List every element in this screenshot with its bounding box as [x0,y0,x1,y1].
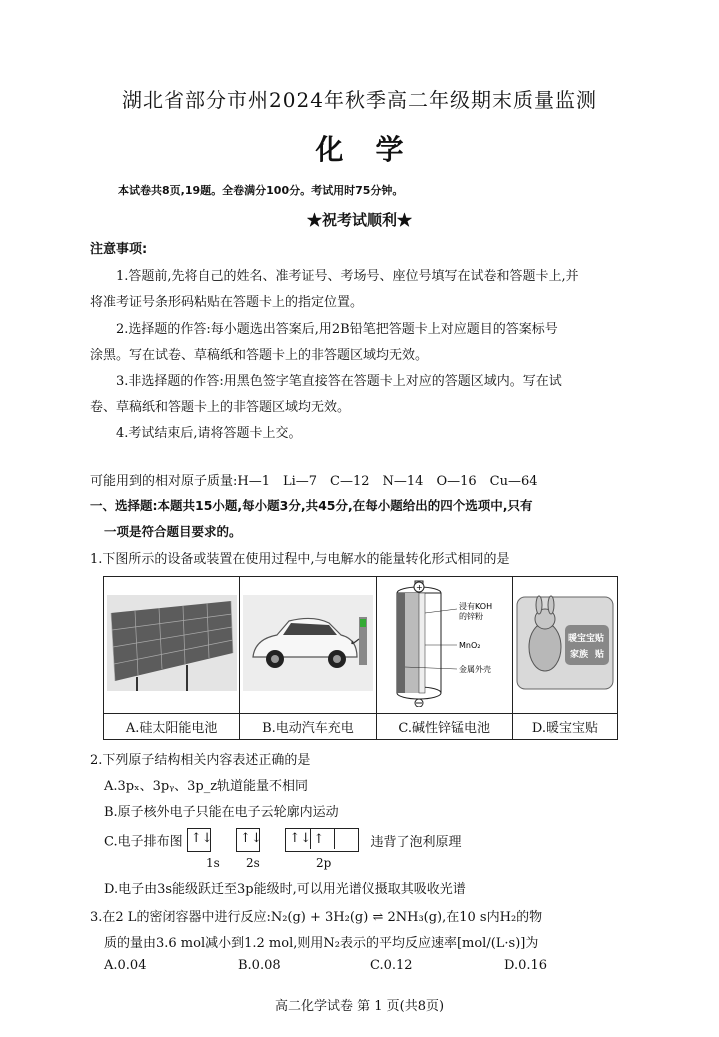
orbital-label-1s: 1s [206,856,220,870]
warmer-text-2: 家族 [569,650,588,660]
option-3a: A.0.04 [104,958,147,973]
option-2a: A.3pₓ、3pᵧ、3p_z轨道能量不相同 [104,779,309,794]
exam-info: 本试卷共8页,19题。全卷满分100分。考试用时75分钟。 [118,184,404,197]
option-2d: D.电子由3s能级跃迁至3p能级时,可以用光谱仪摄取其吸收光谱 [104,882,466,897]
warmer-text-3: 贴 [594,650,604,660]
hand-warmer-image [512,577,617,714]
question-2-stem: 2.下列原子结构相关内容表述正确的是 [90,753,311,768]
section-1-heading-cont: 一项是符合题目要求的。 [104,524,242,539]
battery-label-case: 金属外壳 [459,665,492,674]
option-2b: B.原子核外电子只能在电子云轮廓内运动 [104,805,339,820]
note-3b: 卷、草稿纸和答题卡上的非答题区域均无效。 [90,400,351,415]
notes-heading: 注意事项: [90,242,148,257]
option-3b: B.0.08 [238,958,281,973]
option-1b: B.电动汽车充电 [240,714,376,740]
option-1d: D.暖宝宝贴 [512,714,617,740]
note-1a: 1.答题前,先将自己的姓名、准考证号、考场号、座位号填写在试卷和答题卡上,并 [116,269,579,284]
orbital-1s-box: ↑↓ [187,828,211,852]
warmer-text-1: 暖宝宝贴 [567,634,604,644]
good-luck-banner: ★祝考试顺利★ [306,211,412,229]
page-footer: 高二化学试卷 第 1 页(共8页) [274,999,445,1014]
question-3-stem: 3.在2 L的密闭容器中进行反应:N₂(g) + 3H₂(g) ⇌ 2NH₃(g),在10 s内H₂的物 [90,910,543,925]
option-2c-suffix: 违背了泡利原理 [370,834,462,850]
note-2a: 2.选择题的作答:每小题选出答案后,用2B铅笔把答题卡上对应题目的答案标号 [116,322,558,337]
question-1-stem: 1.下图所示的设备或装置在使用过程中,与电解水的能量转化形式相同的是 [90,552,510,567]
option-2c [104,828,461,852]
option-2c-prefix: C.电子排布图 [104,834,183,850]
alkaline-battery-diagram [376,577,512,714]
option-3d: D.0.16 [504,958,548,973]
note-4: 4.考试结束后,请将答题卡上交。 [116,426,302,441]
note-3a: 3.非选择题的作答:用黑色签字笔直接答在答题卡上对应的答题区域内。写在试 [116,374,562,389]
question-3-stem-cont: 质的量由3.6 mol减小到1.2 mol,则用N₂表示的平均反应速率[mol/(L·s)]为 [104,936,539,951]
battery-label-zinc: 的锌粉 [459,612,484,621]
subject-title: 化学 [315,133,436,166]
orbital-label-2s: 2s [246,856,260,870]
option-1c: C.碱性锌锰电池 [376,714,512,740]
exam-title: 湖北省部分市州2024年秋季高二年级期末质量监测 [122,88,597,112]
option-1a: A.硅太阳能电池 [104,714,240,740]
solar-panel-image [104,577,240,714]
orbital-2s-box: ↑↓ [236,828,260,852]
electric-car-image [240,577,376,714]
svg-text:+: + [416,583,423,592]
battery-label-koh: 浸有KOH [459,602,493,611]
battery-label-mno2: MnO₂ [459,641,481,650]
option-3c: C.0.12 [370,958,413,973]
question-1-figure-table [103,576,618,740]
orbital-2p-box: ↑↓ ↑ [285,828,359,852]
atomic-masses: 可能用到的相对原子质量:H—1 Li—7 C—12 N—14 O—16 Cu—64 [90,474,538,489]
note-1b: 将准考证号条形码粘贴在答题卡上的指定位置。 [90,295,364,310]
orbital-label-2p: 2p [316,856,332,870]
note-2b: 涂黑。写在试卷、草稿纸和答题卡上的非答题区域均无效。 [90,348,429,363]
section-1-heading: 一、选择题:本题共15小题,每小题3分,共45分,在每小题给出的四个选项中,只有 [90,498,533,513]
